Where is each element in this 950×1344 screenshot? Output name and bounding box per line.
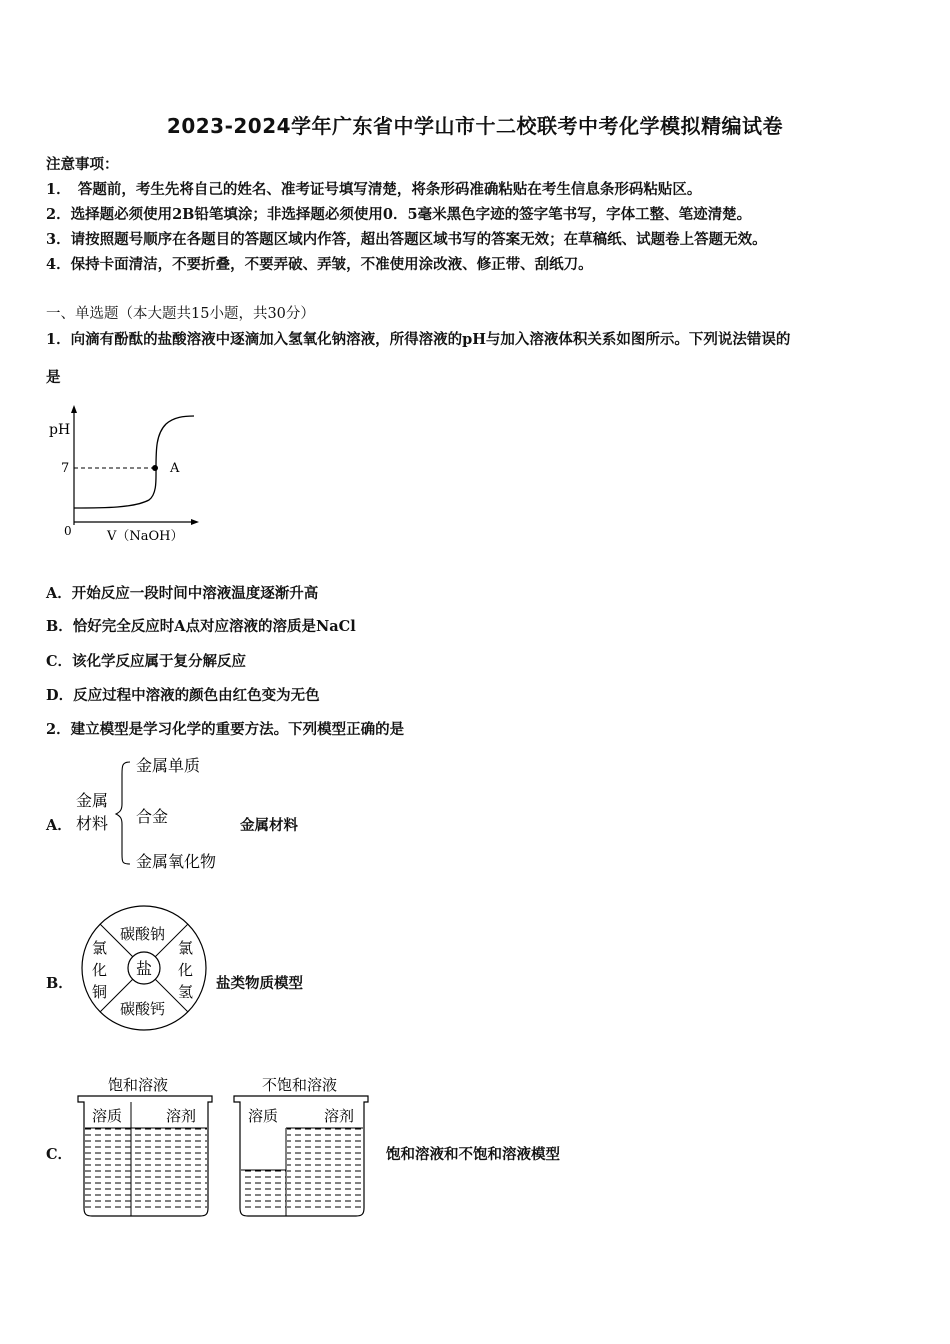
right-char-3: 氢: [178, 983, 194, 1001]
y-tick-7: 7: [61, 461, 70, 476]
q1-stem-line1: 1．向滴有酚酞的盐酸溶液中逐滴加入氢氧化钠溶液，所得溶液的pH与加入溶液体积关系如图所示。下列说法错误的: [46, 331, 791, 348]
left-char-1: 氯: [92, 939, 108, 957]
q2-option-a-letter: A．: [46, 817, 72, 834]
q2-a-caption: 金属材料: [240, 817, 298, 834]
left-char-2: 化: [92, 961, 108, 979]
section-heading: 一、单选题（本大题共15小题，共30分）: [46, 306, 315, 322]
q2-stem: 2．建立模型是学习化学的重要方法。下列模型正确的是: [46, 721, 405, 738]
point-a-label: A: [170, 461, 180, 476]
x-axis-label: V（NaOH）: [107, 529, 184, 544]
page-title: 2023-2024学年广东省中学山市十二校联考中考化学模拟精编试卷: [166, 114, 784, 138]
origin-label: 0: [64, 524, 72, 538]
q2-option-c-letter: C．: [46, 1146, 73, 1163]
notice-heading: 注意事项：: [46, 156, 119, 173]
beaker2-solute-liquid: [241, 1170, 286, 1210]
q1-option-b: B．恰好完全反应时A点对应溶液的溶质是NaCl: [46, 618, 356, 635]
q1-stem-line2: 是: [46, 369, 61, 386]
beaker2-title: 不饱和溶液: [262, 1076, 338, 1094]
brace: [116, 762, 130, 864]
q1-ph-graph: [44, 400, 214, 550]
root-line1: 金属: [76, 791, 109, 810]
q1-option-c: C．该化学反应属于复分解反应: [46, 653, 247, 670]
q2-a-classification-diagram: [70, 752, 240, 872]
x-axis-arrow: [191, 519, 199, 525]
q1-option-a: A．开始反应一段时间中溶液温度逐渐升高: [46, 585, 319, 602]
beaker1-liquid: [85, 1128, 207, 1210]
y-axis-label: pH: [49, 422, 71, 438]
root-line2: 材料: [76, 814, 109, 833]
q2-option-b-letter: B．: [46, 975, 73, 992]
branch-1: 金属单质: [136, 756, 201, 775]
center-salt: 盐: [136, 959, 153, 978]
beaker2-solvent-liquid: [287, 1128, 363, 1210]
branch-2: 合金: [136, 807, 169, 826]
q2-c-beaker-models: [74, 1072, 374, 1222]
notice-item-1: 1． 答题前，考生先将自己的姓名、准考证号填写清楚，将条形码准确粘贴在考生信息条形码粘贴区。: [46, 181, 702, 198]
beaker1-solute: 溶质: [92, 1107, 123, 1125]
point-a: [152, 465, 158, 471]
right-char-2: 化: [178, 961, 194, 979]
top-label: 碳酸钠: [120, 925, 166, 943]
beaker2-solute: 溶质: [248, 1107, 279, 1125]
notice-item-4: 4．保持卡面清洁，不要折叠，不要弄破、弄皱，不准使用涂改液、修正带、刮纸刀。: [46, 256, 593, 273]
q2-b-salt-wheel: [78, 905, 210, 1031]
beaker2-solvent: 溶剂: [324, 1107, 355, 1125]
y-axis-arrow: [71, 405, 77, 413]
bottom-label: 碳酸钙: [120, 1000, 166, 1018]
q2-b-caption: 盐类物质模型: [216, 975, 303, 992]
notice-item-3: 3．请按照题号顺序在各题目的答题区域内作答，超出答题区域书写的答案无效；在草稿纸、试题卷上答题无效。: [46, 231, 767, 248]
left-char-3: 铜: [92, 983, 108, 1001]
q2-c-caption: 饱和溶液和不饱和溶液模型: [386, 1146, 560, 1163]
beaker1-title: 饱和溶液: [108, 1076, 169, 1094]
notice-item-2: 2．选择题必须使用2B铅笔填涂；非选择题必须使用0．5毫米黑色字迹的签字笔书写，字体工整、笔迹清楚。: [46, 206, 752, 223]
beaker1-solvent: 溶剂: [166, 1107, 197, 1125]
branch-3: 金属氧化物: [136, 852, 217, 871]
q1-option-d: D．反应过程中溶液的颜色由红色变为无色: [46, 687, 320, 704]
right-char-1: 氯: [178, 939, 194, 957]
